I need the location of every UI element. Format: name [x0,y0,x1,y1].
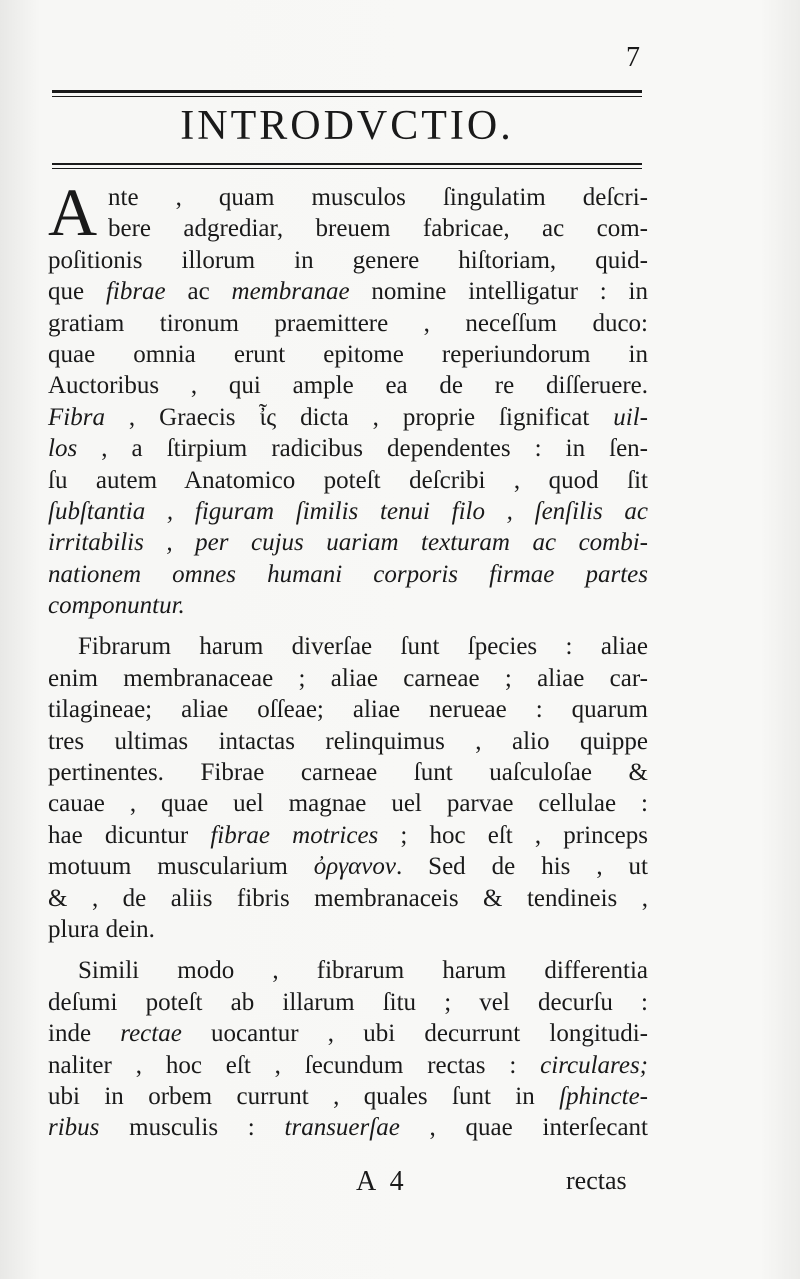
roman-text: hae dicuntur [48,821,211,849]
roman-text: inde [48,1020,121,1048]
italic-text: fibrae [105,278,166,306]
paragraph-gap [48,945,648,955]
roman-text: naliter , hoc eſt , ſecundum rectas : [48,1051,541,1079]
text-line [48,465,648,496]
chapter-title: INTRODVCTIO. [180,103,514,149]
roman-text: Simili modo , fibrarum harum differentia [78,957,648,985]
text-line [48,851,648,882]
italic-text: Fibra [48,403,105,431]
roman-text: deſumi poteſt ab illarum ſitu ; vel decurſu : [48,988,648,1016]
roman-text: tres ultimas intactas relinquimus , alio quippe [48,727,648,755]
text-line [48,559,648,590]
page-number: 7 [626,42,640,73]
text-line [48,276,648,307]
italic-text: circulares; [540,1051,648,1079]
text-line [48,955,648,986]
roman-text: gratiam tironum praemittere , neceſſum duco: [48,309,648,337]
roman-text: plura dein. [48,915,155,943]
text-line [48,631,648,662]
text-line [48,1112,648,1143]
text-line [48,757,648,788]
roman-text: tilagineae; aliae oſſeae; aliae nerueae : quarum [48,696,648,724]
italic-text: nationem omnes humani corporis firmae partes [48,560,648,588]
roman-text: motuum muscularium [48,853,314,881]
italic-text: los [48,435,78,463]
roman-text: & , de aliis fibris membranaceis & tendineis , [48,884,648,912]
title-rule [52,163,642,165]
italic-text: membranae [231,278,350,306]
roman-text: , quae interſecant [399,1114,648,1142]
italic-text: uil- [613,403,648,431]
roman-text: Auctoribus , qui ample ea de re diſſeruere. [48,372,648,400]
body-text [48,182,648,1144]
roman-text: nte , quam musculos ſingulatim deſcri- [108,184,648,211]
text-line [48,1018,648,1049]
roman-text: Fibrarum harum diverſae ſunt ſpecies : aliae [78,633,648,661]
text-line [48,663,648,694]
text-line [48,987,648,1018]
text-line [48,1081,648,1112]
roman-text: pertinentes. Fibrae carneae ſunt uaſculoſae & [48,759,648,787]
roman-text: . Sed de his , ut [395,853,648,881]
italic-text: rectae [120,1020,182,1048]
italic-text: ὀργανον [313,853,396,881]
italic-text: ſubſtantia , figuram ſimilis tenui filo , ſenſilis ac [48,497,648,525]
roman-text: bere adgrediar, breuem fabricae, ac com- [108,215,648,243]
text-line [48,339,648,370]
roman-text: quae omnia erunt epitome reperiundorum in [48,340,648,368]
text-line [48,370,648,401]
roman-text: enim membranaceae ; aliae carneae ; aliae car- [48,664,648,692]
signature-mark: A 4 [356,1166,408,1197]
text-line [48,694,648,725]
roman-text: ſu autem Anatomico poteſt deſcribi , quod ſit [48,466,648,494]
catchword: rectas [566,1166,627,1195]
text-line [48,883,648,914]
roman-text: que [48,278,106,306]
roman-text: ac [165,278,232,306]
italic-text: fibrae motrices [210,821,379,849]
header-rule [52,90,642,93]
text-line [48,788,648,819]
italic-text: transuerſae [284,1114,400,1142]
text-line [48,213,648,244]
roman-text: nomine intelligatur : in [349,278,648,306]
header-rule-thin [52,96,642,97]
text-line [48,182,648,213]
drop-cap: A [48,174,98,250]
text-line [48,402,648,433]
text-line [48,820,648,851]
italic-text: irritabilis , per cujus uariam texturam ac combi- [48,529,648,557]
roman-text: ; hoc eſt , princeps [378,821,648,849]
text-line [48,496,648,527]
roman-text: uocantur , ubi decurrunt longitudi- [181,1020,649,1048]
text-line [48,308,648,339]
text-line [48,527,648,558]
text-line [48,433,648,464]
text-line [48,590,648,621]
paragraph-gap [48,621,648,631]
title-rule-thin [52,168,642,169]
text-line [48,1050,648,1081]
text-line [48,245,648,276]
roman-text: musculis : [99,1114,285,1142]
text-line [48,726,648,757]
italic-text: ſphincte- [559,1082,648,1110]
roman-text: , Graecis ἶς dicta , proprie ſignificat [104,403,614,431]
roman-text: ubi in orbem currunt , quales ſunt in [48,1082,560,1110]
italic-text: componuntur. [48,592,185,620]
roman-text: poſitionis illorum in genere hiſtoriam, quid- [48,246,648,274]
text-line [48,914,648,945]
roman-text: cauae , quae uel magnae uel parvae cellulae : [48,790,648,818]
italic-text: ribus [48,1114,100,1142]
roman-text: , a ſtirpium radicibus dependentes : in ſen- [77,435,648,463]
